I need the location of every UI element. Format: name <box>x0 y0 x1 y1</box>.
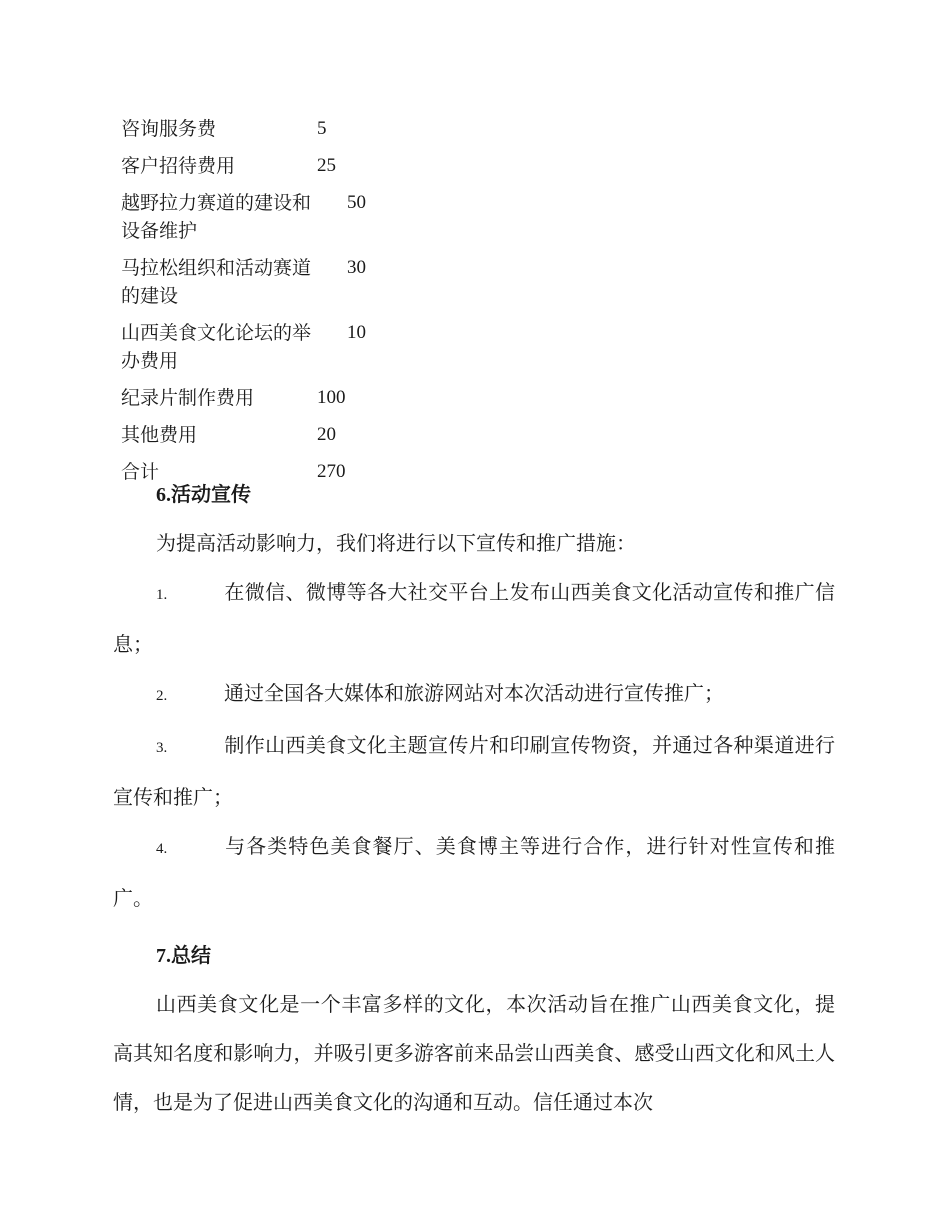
table-row <box>114 186 447 251</box>
list-index: 1. <box>156 587 168 603</box>
budget-item-amount: 20 <box>317 424 336 445</box>
section-title: 活动宣传 <box>171 482 251 506</box>
budget-item-amount: 100 <box>317 387 346 408</box>
budget-table <box>114 112 447 492</box>
list-item <box>113 568 835 669</box>
budget-total-amount: 270 <box>317 461 346 482</box>
section-number: 7. <box>156 945 171 967</box>
table-row <box>114 316 447 381</box>
budget-total-label: 合计 <box>121 461 160 483</box>
budget-item-label: 客户招待费用 <box>121 155 236 177</box>
budget-item-label: 其他费用 <box>121 424 198 446</box>
table-row <box>114 381 447 418</box>
budget-item-label: 咨询服务费 <box>121 118 217 140</box>
document-body <box>113 470 835 1127</box>
list-text: 在微信、微博等各大社交平台上发布山西美食文化活动宣传和推广信息； <box>113 580 835 656</box>
table-row <box>114 112 447 149</box>
budget-item-label: 山西美食文化论坛的举办费用 <box>121 322 312 372</box>
list-item <box>113 669 835 721</box>
promotion-intro: 为提高活动影响力，我们将进行以下宣传和推广措施： <box>156 531 636 555</box>
list-text: 与各类特色美食餐厅、美食博主等进行合作，进行针对性宣传和推广。 <box>113 834 835 910</box>
list-item <box>113 822 835 923</box>
section-heading-summary <box>113 931 835 980</box>
table-row <box>114 149 447 186</box>
budget-item-amount: 10 <box>347 322 366 343</box>
section-heading-promotion <box>113 470 835 519</box>
section-title: 总结 <box>171 943 211 967</box>
budget-item-amount: 50 <box>347 192 366 213</box>
list-index: 4. <box>156 841 168 857</box>
list-text: 通过全国各大媒体和旅游网站对本次活动进行宣传推广； <box>224 681 724 705</box>
budget-item-amount: 5 <box>317 118 327 139</box>
budget-item-amount: 30 <box>347 257 366 278</box>
summary-body: 山西美食文化是一个丰富多样的文化，本次活动旨在推广山西美食文化，提高其知名度和影响力，并吸引更多游客前来品尝山西美食、感受山西文化和风土人情，也是为了促进山西美食文化的沟通和互动。信任通过本次 <box>113 992 835 1114</box>
table-row <box>114 251 447 316</box>
list-text: 制作山西美食文化主题宣传片和印刷宣传物资，并通过各种渠道进行宣传和推广； <box>113 733 835 809</box>
budget-item-label: 马拉松组织和活动赛道的建设 <box>121 257 312 307</box>
budget-item-amount: 25 <box>317 155 336 176</box>
budget-item-label: 纪录片制作费用 <box>121 387 255 409</box>
list-index: 2. <box>156 688 168 704</box>
table-row <box>114 418 447 455</box>
section-number: 6. <box>156 484 171 506</box>
budget-item-label: 越野拉力赛道的建设和设备维护 <box>121 192 312 242</box>
list-item <box>113 721 835 822</box>
list-index: 3. <box>156 740 168 756</box>
